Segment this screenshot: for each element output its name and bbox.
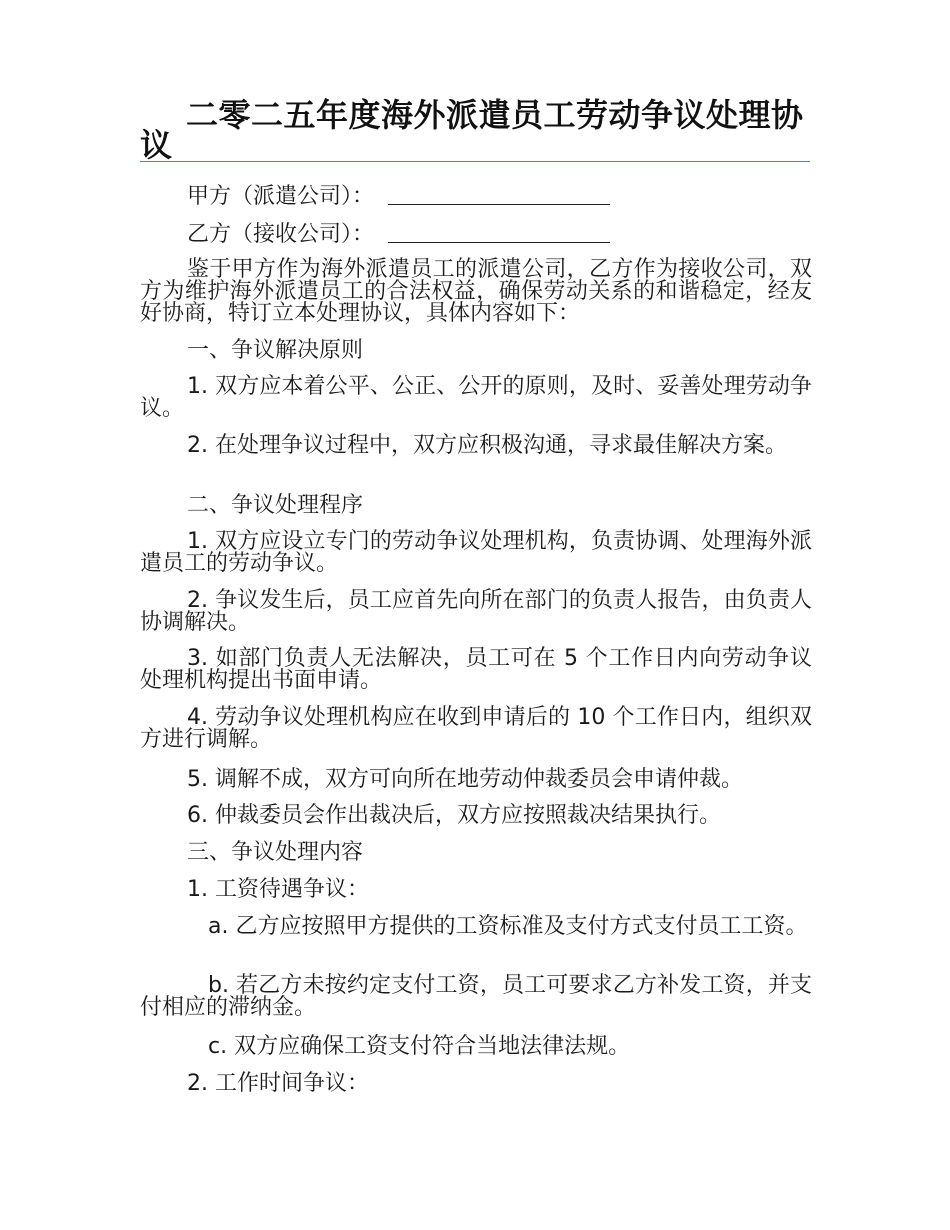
section1-item-1: 1. 双方应本着公平、公正、公开的原则，及时、妥善处理劳动争议。: [140, 374, 812, 421]
party-b-line: [140, 224, 857, 245]
section1-heading: 一、争议解决原则: [187, 338, 364, 363]
section3-heading: 三、争议处理内容: [187, 840, 364, 865]
party-b-label: 乙方（接收公司）：: [187, 222, 375, 247]
section1-item-2: 2. 在处理争议过程中，双方应积极沟通，寻求最佳解决方案。: [187, 433, 787, 458]
section3-item-1: 1. 工资待遇争议：: [187, 877, 369, 902]
section2-heading: 二、争议处理程序: [187, 493, 364, 518]
section3-item-2: 2. 工作时间争议：: [187, 1071, 369, 1096]
document-title: 二零二五年度海外派遣员工劳动争议处理协议: [140, 96, 804, 164]
intro-paragraph: 鉴于甲方作为海外派遣员工的派遣公司，乙方作为接收公司，双方为维护海外派遣员工的合法权益，确保劳动关系的和谐稳定，经友好协商，特订立本处理协议，具体内容如下：: [140, 257, 812, 326]
section2-item-2: 2. 争议发生后，员工应首先向所在部门的负责人报告，由负责人协调解决。: [140, 588, 812, 635]
section2-item-5: 5. 调解不成，双方可向所在地劳动仲裁委员会申请仲裁。: [187, 767, 743, 792]
party-a-line: [140, 186, 857, 207]
party-a-label: 甲方（派遣公司）：: [187, 184, 375, 209]
party-a-blank: [388, 186, 610, 205]
section2-item-6: 6. 仲裁委员会作出裁决后，双方应按照裁决结果执行。: [187, 803, 721, 828]
section2-item-3: 3. 如部门负责人无法解决，员工可在 5 个工作日内向劳动争议处理机构提出书面申请。: [140, 646, 812, 693]
party-b-blank: [388, 224, 610, 243]
section2-item-1: 1. 双方应设立专门的劳动争议处理机构，负责协调、处理海外派遣员工的劳动争议。: [140, 529, 812, 576]
title-divider: [140, 161, 810, 162]
section2-item-4: 4. 劳动争议处理机构应在收到申请后的 10 个工作日内，组织双方进行调解。: [140, 705, 812, 752]
section3-item-1-c: c. 双方应确保工资支付符合当地法律法规。: [208, 1034, 631, 1059]
section3-item-1-b: b. 若乙方未按约定支付工资，员工可要求乙方补发工资，并支付相应的滞纳金。: [140, 973, 812, 1020]
section3-item-1-a: a. 乙方应按照甲方提供的工资标准及支付方式支付员工工资。: [208, 914, 808, 939]
